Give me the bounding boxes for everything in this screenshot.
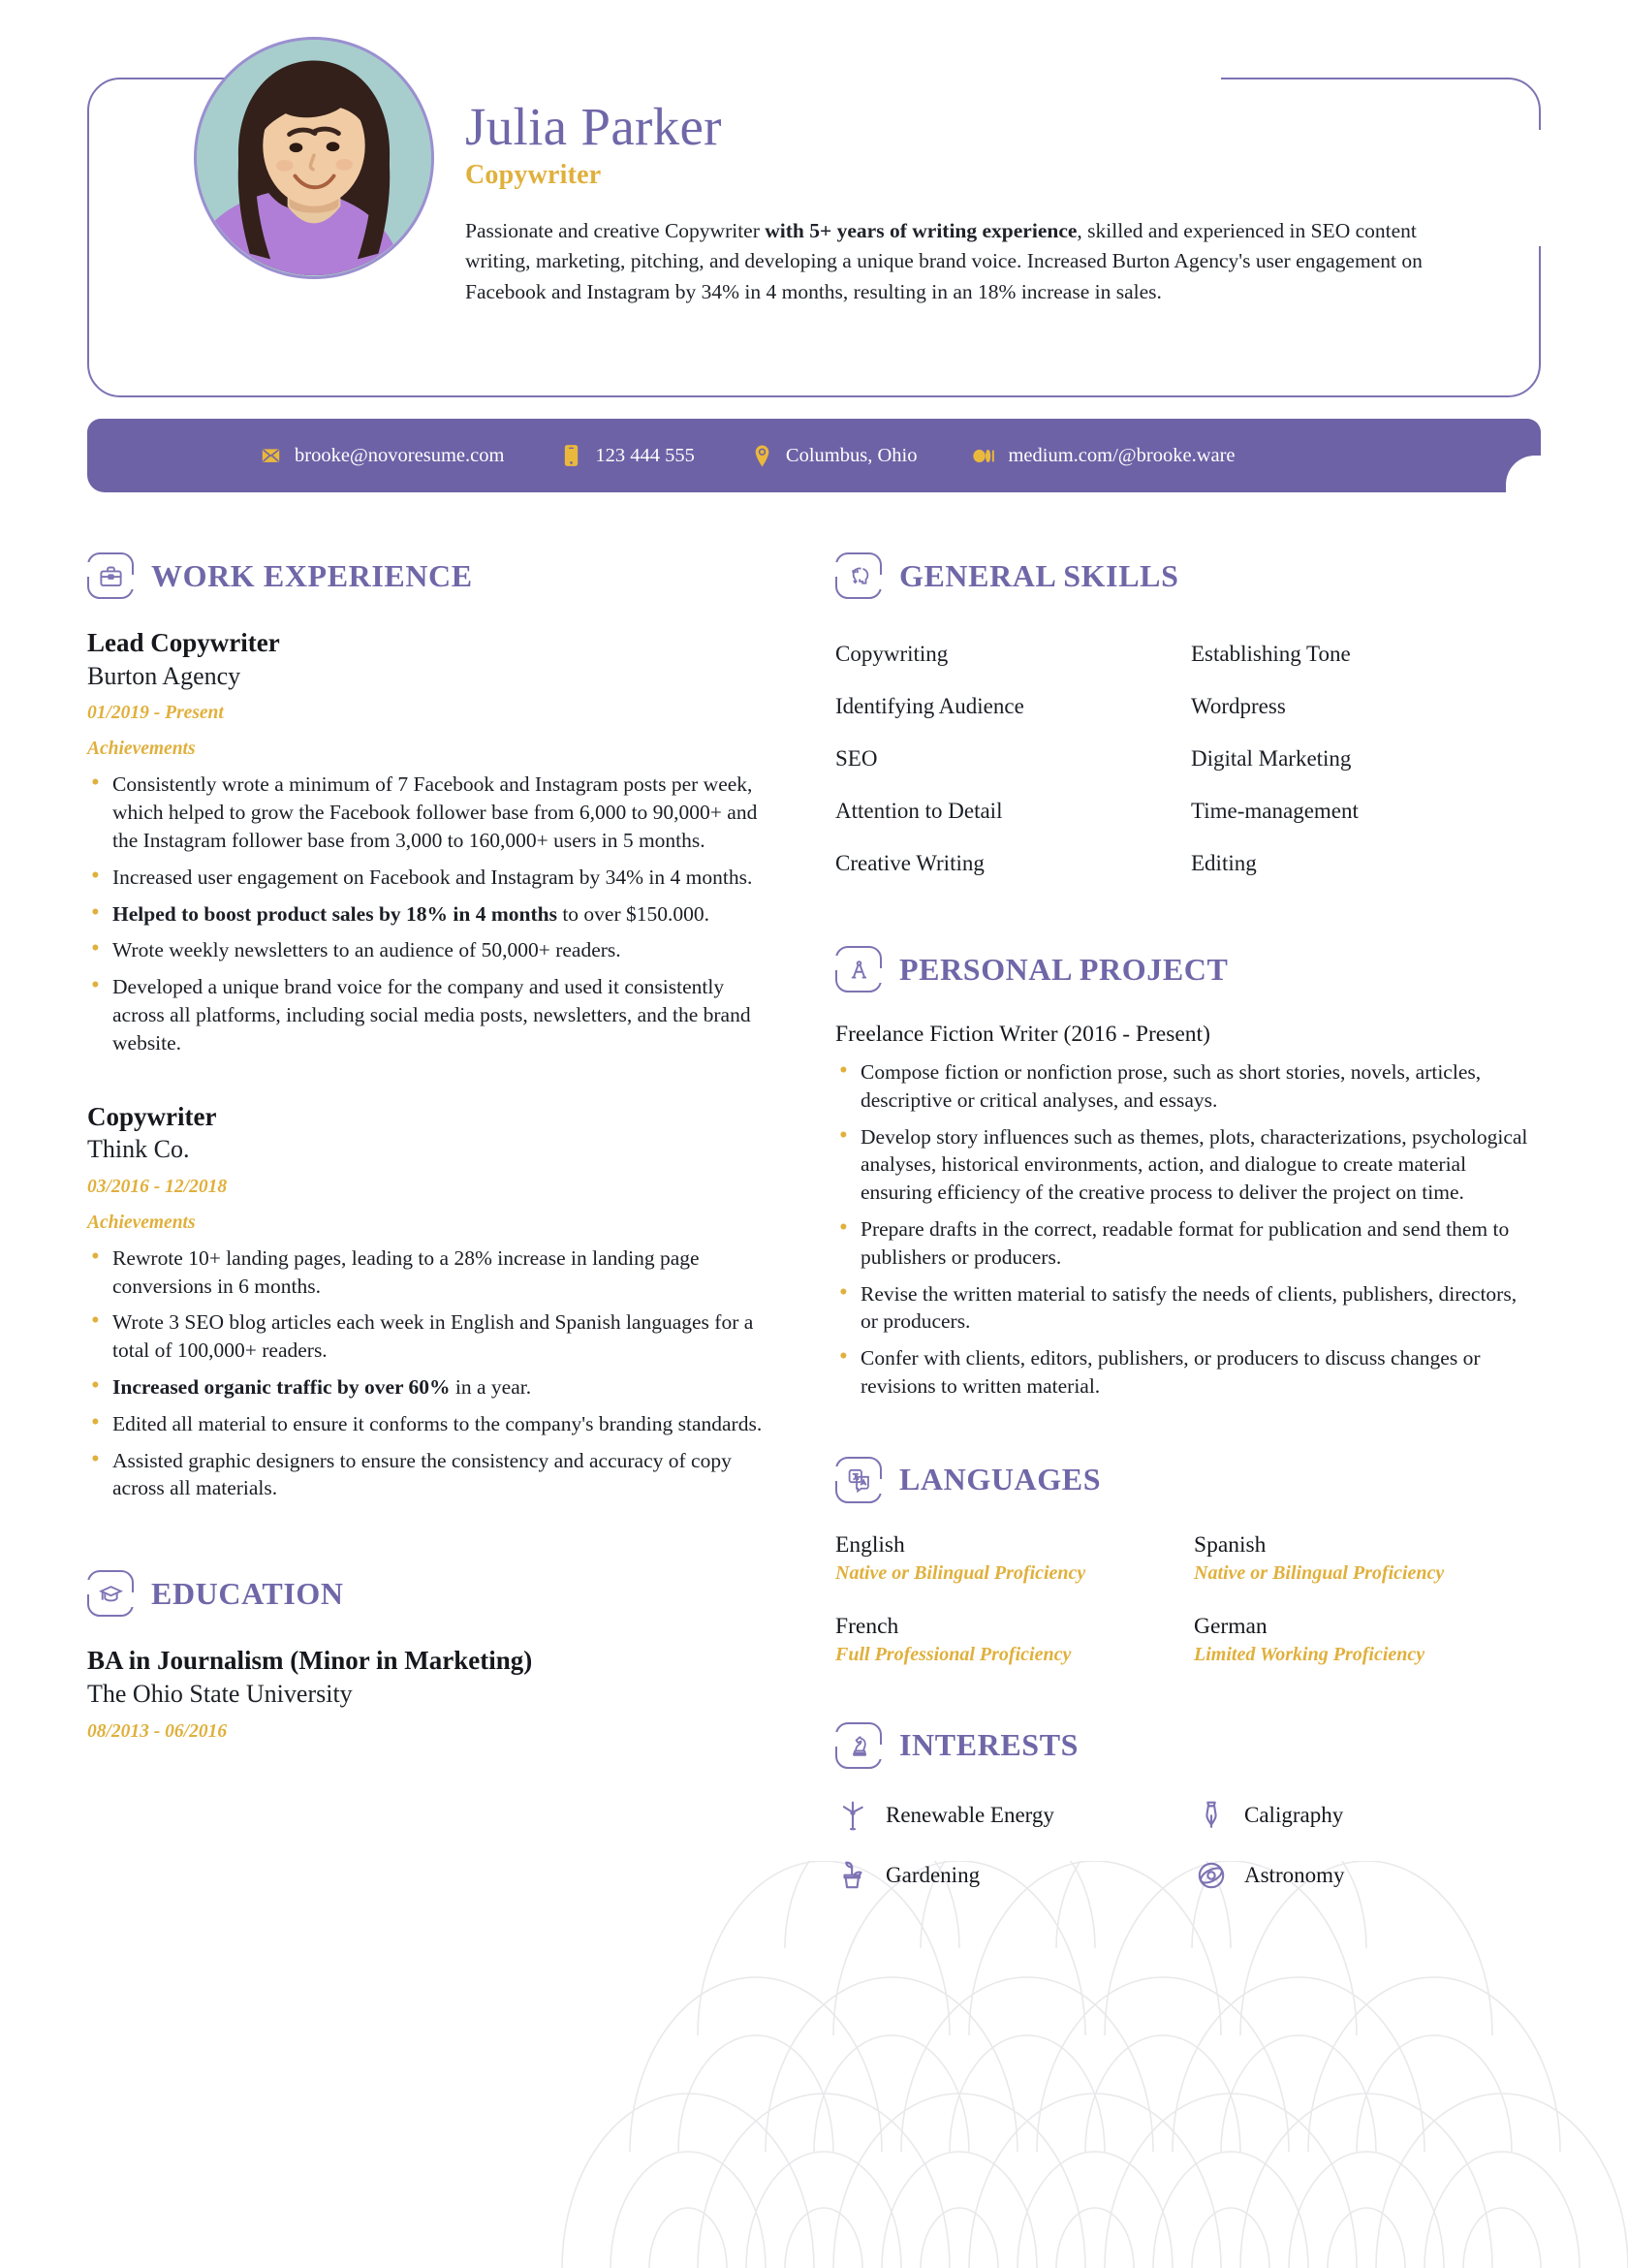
list-item: • Revise the written material to satisfy the needs of clients, publishers, directors, or producers. bbox=[835, 1280, 1533, 1337]
bullet-text: Developed a unique brand voice for the company and used it consistently across all platforms, including social media posts, newsletters, and the brand website. bbox=[112, 975, 751, 1055]
achievements-label: Achievements bbox=[87, 1212, 196, 1233]
education-entry bbox=[87, 1646, 766, 1742]
language-level: Native or Bilingual Proficiency bbox=[835, 1561, 1086, 1584]
job-title: Copywriter bbox=[465, 160, 602, 191]
project-title: Freelance Fiction Writer (2016 - Present) bbox=[835, 1022, 1210, 1047]
job-position: Copywriter bbox=[87, 1101, 217, 1131]
medium-icon bbox=[973, 443, 995, 468]
list-item bbox=[87, 973, 766, 1056]
education-header bbox=[87, 1570, 766, 1617]
resume-header bbox=[87, 78, 1541, 397]
job-dates: 01/2019 - Present bbox=[87, 703, 224, 724]
section-title: GENERAL SKILLS bbox=[899, 557, 1179, 593]
avatar bbox=[194, 37, 434, 279]
language-item bbox=[835, 1614, 1174, 1666]
list-item: • Confer with clients, editors, publishers, or producers to discuss changes or revisions to written material. bbox=[835, 1344, 1533, 1401]
bullet-text: Edited all material to ensure it conforms to the company's branding standards. bbox=[112, 1411, 763, 1435]
work-experience-header bbox=[87, 552, 766, 599]
summary-text-1: Passionate and creative Copywriter bbox=[465, 219, 766, 243]
languages-header bbox=[835, 1457, 1533, 1503]
list-item bbox=[87, 771, 766, 854]
education-dates: 08/2013 - 06/2016 bbox=[87, 1720, 228, 1742]
summary-bold-1: with 5+ years of writing experience bbox=[765, 219, 1078, 243]
work-entry bbox=[87, 1102, 766, 1503]
potted-plant-icon bbox=[835, 1858, 870, 1893]
bullet-text: to over $150.000. bbox=[556, 901, 709, 926]
section-work-experience bbox=[87, 552, 766, 1502]
contact-email[interactable] bbox=[260, 443, 504, 468]
skill-item: Wordpress bbox=[1191, 694, 1286, 718]
skill-item: Creative Writing bbox=[835, 851, 985, 875]
bullet-bold: Increased organic traffic by over 60% bbox=[112, 1375, 451, 1400]
achievements-label: Achievements bbox=[87, 739, 196, 760]
bullet-text: Increased user engagement on Facebook and Instagram by 34% in 4 months. bbox=[112, 865, 753, 889]
brain-gear-icon bbox=[835, 552, 882, 599]
contact-medium-value: medium.com/@brooke.ware bbox=[1008, 444, 1236, 466]
skill-item: Attention to Detail bbox=[835, 799, 1003, 823]
list-item: • Prepare drafts in the correct, readable format for publication and send them to publishers or producers. bbox=[835, 1215, 1533, 1272]
list-item: • Develop story influences such as themes, plots, characterizations, psychological analyses, historical environments, action, and dialogue to create material ensuring efficiency of the creative process to deliver the project on time. bbox=[835, 1123, 1533, 1207]
briefcase-icon bbox=[87, 552, 134, 599]
interests-grid bbox=[835, 1798, 1533, 1893]
list-item bbox=[87, 1447, 766, 1503]
job-dates: 03/2016 - 12/2018 bbox=[87, 1176, 228, 1197]
interests-header bbox=[835, 1722, 1533, 1769]
planet-icon bbox=[1194, 1858, 1229, 1893]
language-level: Full Professional Proficiency bbox=[835, 1643, 1072, 1665]
contact-phone[interactable] bbox=[560, 443, 695, 468]
section-languages bbox=[835, 1457, 1533, 1666]
work-entry bbox=[87, 628, 766, 1057]
bullet-bold: Helped to boost product sales by 18% in 4 months bbox=[112, 901, 557, 926]
general-skills-header bbox=[835, 552, 1533, 599]
language-name: Spanish bbox=[1194, 1531, 1267, 1558]
left-column bbox=[87, 552, 766, 1772]
interest-label: Astronomy bbox=[1244, 1862, 1345, 1887]
achievements-list bbox=[87, 1244, 766, 1502]
interest-label: Renewable Energy bbox=[886, 1802, 1054, 1827]
translate-icon bbox=[835, 1457, 882, 1503]
degree-title: BA in Journalism (Minor in Marketing) bbox=[87, 1646, 533, 1676]
decorative-arc-pattern bbox=[543, 1861, 1628, 2268]
right-column bbox=[835, 552, 1533, 1893]
bullet-text: Consistently wrote a minimum of 7 Facebook and Instagram posts per week, which helped to grow the Facebook follower base from 6,000 to 90,000+ and the Instagram follower base from 3,000 to 160,000+ users in 5 months. bbox=[112, 772, 758, 852]
interest-label: Caligraphy bbox=[1244, 1802, 1344, 1827]
job-position: Lead Copywriter bbox=[87, 628, 280, 657]
bullet-text: Rewrote 10+ landing pages, leading to a 28% increase in landing page conversions in 6 months. bbox=[112, 1245, 700, 1298]
language-item bbox=[1194, 1532, 1533, 1585]
language-item bbox=[835, 1532, 1174, 1585]
location-pin-icon bbox=[751, 443, 773, 468]
section-title: PERSONAL PROJECT bbox=[899, 951, 1229, 987]
language-item bbox=[1194, 1614, 1533, 1666]
personal-project-header bbox=[835, 946, 1533, 992]
contact-medium[interactable] bbox=[973, 443, 1235, 468]
skill-item: Identifying Audience bbox=[835, 694, 1024, 718]
list-item bbox=[87, 864, 766, 892]
phone-icon bbox=[560, 443, 582, 468]
language-name: French bbox=[835, 1613, 899, 1639]
skill-item: Establishing Tone bbox=[1191, 642, 1351, 666]
contact-phone-value: 123 444 555 bbox=[595, 444, 695, 466]
list-item bbox=[87, 1308, 766, 1365]
skill-item: Digital Marketing bbox=[1191, 746, 1352, 771]
bullet-text: Wrote weekly newsletters to an audience of 50,000+ readers. bbox=[112, 938, 621, 962]
section-title: WORK EXPERIENCE bbox=[151, 557, 473, 593]
section-general-skills bbox=[835, 552, 1533, 890]
fountain-pen-nib-icon bbox=[1194, 1798, 1229, 1833]
list-item bbox=[87, 900, 766, 929]
list-item bbox=[87, 1373, 766, 1402]
skill-item: Time-management bbox=[1191, 799, 1359, 823]
list-item bbox=[87, 936, 766, 964]
email-icon bbox=[260, 443, 282, 468]
graduation-cap-icon bbox=[87, 1570, 134, 1617]
interest-item bbox=[835, 1858, 1174, 1893]
section-personal-project bbox=[835, 946, 1533, 1401]
bullet-text: Wrote 3 SEO blog articles each week in English and Spanish languages for a total of 100,000+ readers. bbox=[112, 1310, 754, 1363]
contact-bar bbox=[87, 419, 1541, 492]
interest-item bbox=[1194, 1858, 1533, 1893]
section-education bbox=[87, 1570, 766, 1742]
job-company: Think Co. bbox=[87, 1135, 190, 1164]
interest-label: Gardening bbox=[886, 1862, 981, 1887]
skill-item: SEO bbox=[835, 746, 878, 771]
compass-icon bbox=[835, 946, 882, 992]
achievements-list bbox=[87, 771, 766, 1056]
page-title: Julia Parker bbox=[465, 97, 722, 156]
interest-item bbox=[1194, 1798, 1533, 1833]
language-name: English bbox=[835, 1531, 905, 1558]
school-name: The Ohio State University bbox=[87, 1680, 353, 1709]
section-title: LANGUAGES bbox=[899, 1462, 1102, 1497]
bullet-text: Assisted graphic designers to ensure the consistency and accuracy of copy across all materials. bbox=[112, 1448, 732, 1500]
list-item bbox=[87, 1410, 766, 1438]
chess-knight-icon bbox=[835, 1722, 882, 1769]
project-bullets bbox=[835, 1058, 1533, 1401]
summary-text-2: , skilled and experienced in SEO content writing, marketing, pitching, and developing a unique brand voice. Increased Burton Agency's user engagement on Facebook and Instagram by 34% in 4 months, resulting in an 18% increase in sales. bbox=[465, 219, 1423, 303]
bullet-text: in a year. bbox=[450, 1375, 532, 1400]
contact-location-value: Columbus, Ohio bbox=[785, 444, 918, 466]
contact-location[interactable] bbox=[751, 443, 918, 468]
wind-turbine-icon bbox=[835, 1798, 870, 1833]
profile-summary bbox=[465, 216, 1483, 307]
job-company: Burton Agency bbox=[87, 661, 241, 690]
interest-item bbox=[835, 1798, 1174, 1833]
contact-email-value: brooke@novoresume.com bbox=[295, 444, 505, 466]
list-item bbox=[87, 1244, 766, 1301]
list-item: • Compose fiction or nonfiction prose, such as short stories, novels, articles, descriptive or critical analyses, and essays. bbox=[835, 1058, 1533, 1115]
language-level: Limited Working Proficiency bbox=[1194, 1643, 1425, 1665]
skill-item: Copywriting bbox=[835, 642, 949, 666]
section-title: INTERESTS bbox=[899, 1727, 1080, 1763]
language-level: Native or Bilingual Proficiency bbox=[1194, 1561, 1445, 1584]
languages-grid bbox=[835, 1532, 1533, 1666]
skills-grid bbox=[835, 628, 1533, 890]
section-interests bbox=[835, 1722, 1533, 1893]
skill-item: Editing bbox=[1191, 851, 1257, 875]
language-name: German bbox=[1194, 1613, 1268, 1639]
section-title: EDUCATION bbox=[151, 1575, 344, 1611]
